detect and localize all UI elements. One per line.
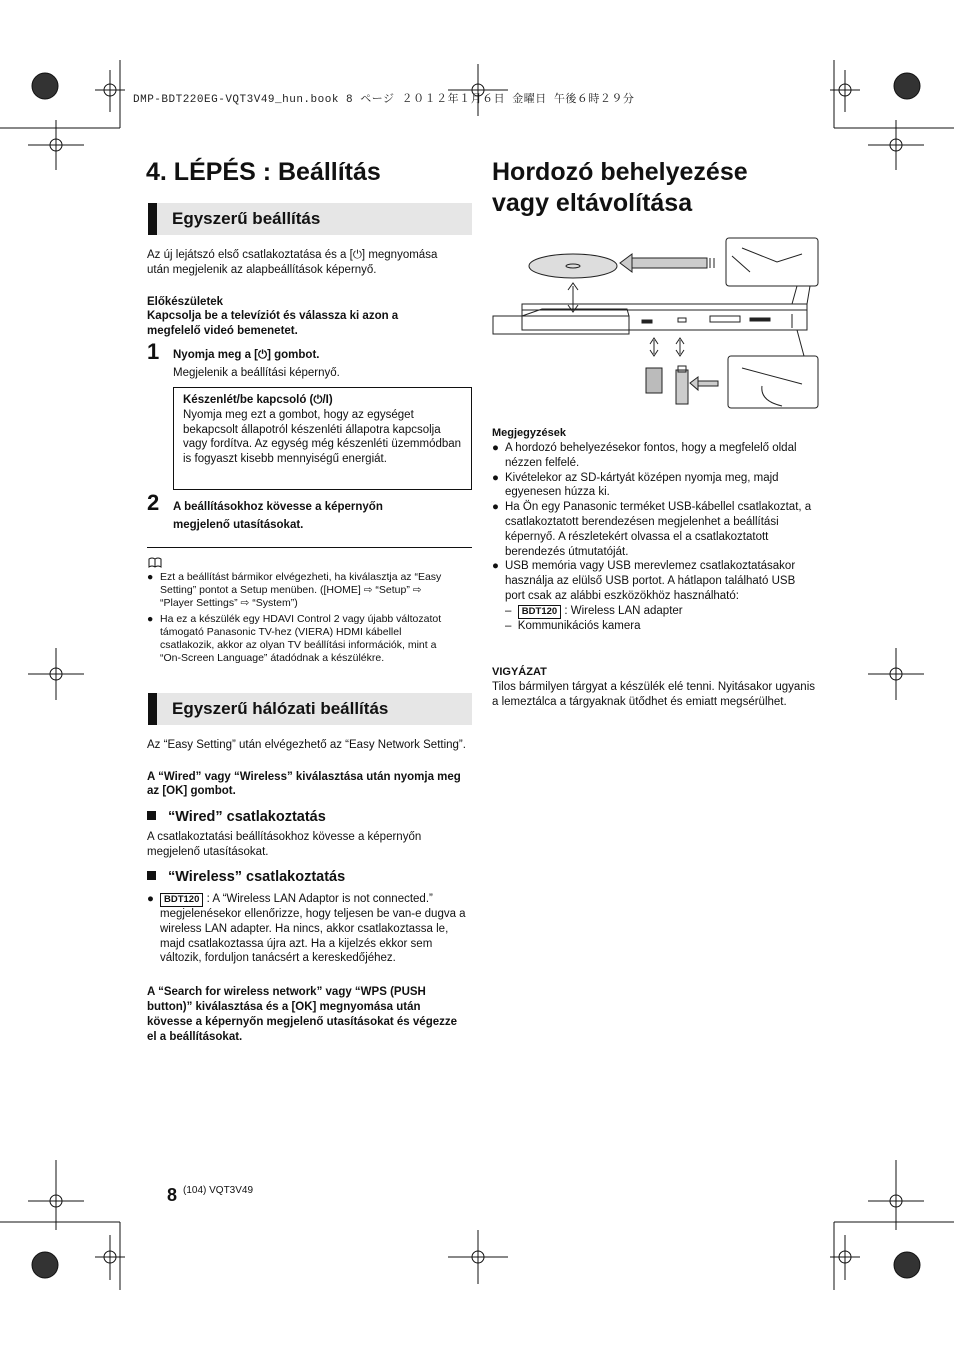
notes-list bbox=[492, 441, 817, 634]
section-header-easy-setting bbox=[148, 203, 472, 235]
sub-list bbox=[492, 604, 817, 634]
list-item: ● Ha Ön egy Panasonic terméket USB-kábellel csatlakoztat, a csatlakoztatott berendezésen megjelenhet a beállítási képernyő. A részletekért olvassa el a csatlakoztatott berendezés útmutatóját. bbox=[492, 501, 812, 558]
right-title-line2: vagy eltávolítása bbox=[492, 189, 693, 217]
sub-item-text: : Wireless LAN adapter bbox=[564, 604, 683, 617]
wired-heading bbox=[147, 808, 326, 826]
section-header-network-setting bbox=[148, 693, 472, 725]
section-title: Egyszerű hálózati beállítás bbox=[172, 699, 389, 718]
list-item: ● Ezt a beállítást bármikor elvégezheti, ha kiválasztja az “Easy Setting” pontot a Setup menüben. ([HOME] ⇨ “Setup” ⇨ “Player Settings” ⇨ “System”) bbox=[147, 571, 442, 610]
page-title: 4. LÉPÉS : Beállítás bbox=[146, 158, 381, 186]
notes-title: Megjegyzések bbox=[492, 427, 566, 439]
notes-list bbox=[147, 571, 457, 665]
square-bullet bbox=[147, 871, 156, 880]
wired-title: “Wired” csatlakoztatás bbox=[168, 809, 326, 825]
box-title: Készenlét/be kapcsoló (⏻/I) bbox=[183, 394, 333, 406]
right-title-line1: Hordozó behelyezése bbox=[492, 158, 748, 186]
section-marker bbox=[148, 203, 157, 235]
note-text: USB memória vagy USB merevlemez csatlakoztatásakor használja az elülső USB portot. A hátlapon található USB port csak az alábbi eszközökhöz használható: bbox=[505, 560, 796, 602]
wired-text: A csatlakoztatási beállításokhoz kövesse a képernyőn megjelenő utasításokat. bbox=[147, 831, 422, 858]
step-number: 2 bbox=[147, 490, 160, 515]
print-header: DMP-BDT220EG-VQT3V49_hun.book 8 ページ ２０１２年１月６日 金曜日 午後６時２９分 bbox=[133, 94, 635, 106]
list-item: ● USB memória vagy USB merevlemez csatlakoztatásakor használja az elülső USB portot. A hátlapon található USB port csak az alábbi eszközökhöz használható: bbox=[492, 560, 796, 602]
note-text: A hordozó behelyezésekor fontos, hogy a megfelelő oldal nézzen felfelé. bbox=[505, 442, 797, 469]
page-reference: (104) VQT3V49 bbox=[183, 1185, 254, 1196]
list-item: ● Ha ez a készülék egy HDAVI Control 2 vagy újabb változatot támogató Panasonic TV-hez (VIERA) HDMI kábellel csatlakozik, akkor az olyan TV beállítási információk, mint a “On-Screen Language” átadódnak a készülékre. bbox=[147, 612, 442, 665]
caution-text: Tilos bármilyen tárgyat a készülék elé tenni. Nyitásakor ugyanis a lemeztálca a tárgyaknak ütődhet és emiatt megsérülhet. bbox=[492, 681, 815, 708]
sub-item: – Kommunikációs kamera bbox=[505, 619, 641, 632]
wireless-text: : A “Wireless LAN Adaptor is not connected.” megjelenésekor ellenőrizze, hogy teljesen be van-e dugva a wireless LAN adapter. Ha nincs, akkor csatlakoztassa le, majd csatlakoztassa újra azt. Ha a kijelzés ekkor sem változik, forduljon tanácsért a kereskedőjéhez. bbox=[160, 893, 466, 965]
network-bold: A “Wired” vagy “Wireless” kiválasztása után nyomja meg az [OK] gombot. bbox=[147, 771, 461, 797]
prep-title: Előkészületek bbox=[147, 296, 224, 308]
caution-title: VIGYÁZAT bbox=[492, 666, 547, 678]
sub-item: – BDT120 : Wireless LAN adapter bbox=[505, 604, 683, 617]
prep-text: Kapcsolja be a televíziót és válassza ki azon a megfelelő videó bemenetet. bbox=[147, 310, 399, 337]
divider bbox=[147, 547, 472, 548]
intro-text: Az új lejátszó első csatlakoztatása és a [⏻] megnyomása után megjelenik az alapbeállítások képernyő. bbox=[147, 249, 438, 276]
note-text: Kivételekor az SD-kártyát középen nyomja meg, majd egyenesen húzza ki. bbox=[505, 471, 779, 499]
step1-text: Megjelenik a beállítási képernyő. bbox=[173, 367, 340, 379]
wireless-title: “Wireless” csatlakoztatás bbox=[168, 869, 346, 885]
note-text: Ha ez a készülék egy HDAVI Control 2 vagy újabb változatot támogató Panasonic TV-hez (VIERA) HDMI kábellel csatlakozik, akkor az olyan TV beállítási információk, mint a “On-Screen Language” átadódnak a készülékre. bbox=[160, 612, 442, 665]
model-tag: BDT120 bbox=[518, 605, 561, 619]
section-marker bbox=[148, 693, 157, 725]
final-instructions: A “Search for wireless network” vagy “WPS (PUSH button)” kiválasztása és a [OK] megnyomása után kövesse a képernyőn megjelenő utasításokat és végezze el a beállításokat. bbox=[147, 986, 458, 1043]
page-number: 8 bbox=[167, 1185, 178, 1205]
square-bullet bbox=[147, 811, 156, 820]
wireless-heading bbox=[147, 868, 345, 886]
step2-title: A beállításokhoz kövesse a képernyőn megjelenő utasításokat. bbox=[173, 501, 383, 531]
player-illustration bbox=[492, 236, 820, 412]
step-number: 1 bbox=[147, 339, 160, 364]
box-text: Nyomja meg ezt a gombot, hogy az egységet bekapcsolt állapotról készenléti állapotra kapcsolja vagy fordítva. Az egység még készenléti üzemmódban is fogyaszt kisebb mennyiségű energiát. bbox=[183, 408, 462, 466]
note-text: Ha Ön egy Panasonic terméket USB-kábellel csatlakoztat, a csatlakoztatott berendezésen megjelenhet a beállítási képernyő. A részletekért olvassa el a csatlakoztatott berendezés útmutatóját. bbox=[505, 501, 812, 558]
step1-title: Nyomja meg a [⏻] gombot. bbox=[173, 349, 320, 361]
model-tag: BDT120 bbox=[160, 893, 203, 907]
standby-info-box bbox=[173, 387, 472, 490]
section-title: Egyszerű beállítás bbox=[172, 209, 321, 228]
note-text: Ezt a beállítást bármikor elvégezheti, ha kiválasztja az “Easy Setting” pontot a Setup menüben. ([HOME] ⇨ “Setup” ⇨ “Player Settings” ⇨ “System”) bbox=[160, 571, 442, 610]
sub-item-text: Kommunikációs kamera bbox=[517, 619, 641, 632]
list-item: ● Kivételekor az SD-kártyát középen nyomja meg, majd egyenesen húzza ki. bbox=[492, 471, 779, 499]
list-item: ● A hordozó behelyezésekor fontos, hogy a megfelelő oldal nézzen felfelé. bbox=[492, 442, 797, 469]
network-intro: Az “Easy Setting” után elvégezhető az “Easy Network Setting”. bbox=[147, 739, 466, 751]
book-icon bbox=[148, 557, 162, 568]
list-item: ● BDT120 : A “Wireless LAN Adaptor is not connected.” megjelenésekor ellenőrizze, hogy teljesen be van-e dugva a wireless LAN adapter. Ha nincs, akkor csatlakoztassa le, majd csatlakoztassa újra azt. Ha a kijelzés ekkor sem változik, forduljon tanácsért a kereskedőjéhez. bbox=[147, 893, 466, 965]
